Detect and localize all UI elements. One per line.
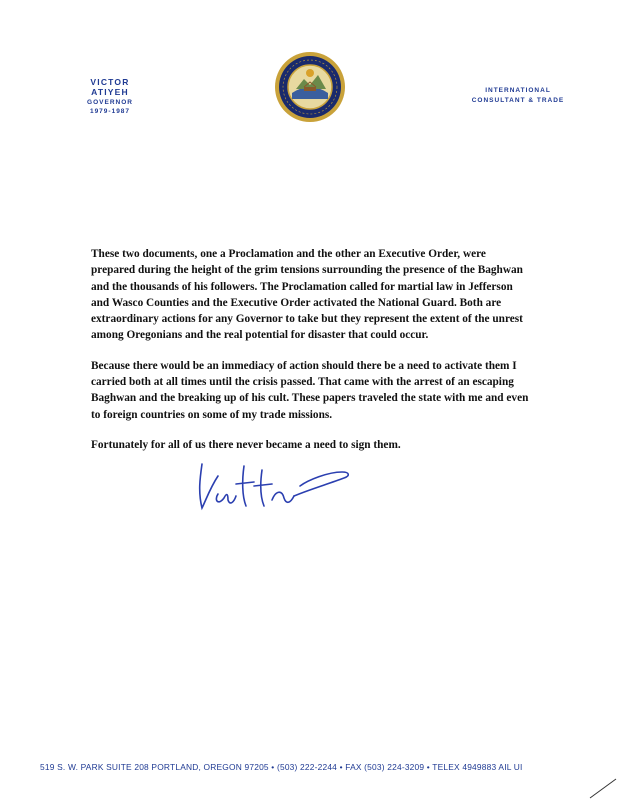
governor-name: VICTOR ATIYEH bbox=[90, 77, 130, 97]
consultant-line2: CONSULTANT & TRADE bbox=[471, 97, 565, 104]
consultant-line1: INTERNATIONAL bbox=[485, 87, 551, 94]
paragraph-2: Because there would be an immediacy of action should there be a need to activate them I carried both at all times until the crisis passed. That came with the arrest of an escaping Baghwan and the breaking up of his cult. These papers traveled the state with me and even to foreign countries on some of my trade missions. bbox=[91, 359, 529, 421]
governor-title: GOVERNOR bbox=[87, 99, 133, 106]
letterhead-left bbox=[70, 77, 150, 115]
governor-years: 1979-1987 bbox=[89, 108, 131, 115]
letterhead-right bbox=[458, 86, 578, 106]
footer-address: 519 S. W. PARK SUITE 208 PORTLAND, OREGON 97205 • (503) 222-2244 • FAX (503) 224-3209 • TELEX 4949883 AIL UI bbox=[40, 762, 523, 772]
paragraph-3: Fortunately for all of us there never became a need to sign them. bbox=[91, 438, 401, 451]
signature-icon bbox=[188, 450, 358, 520]
state-seal-icon bbox=[274, 51, 346, 123]
corner-pen-mark-icon bbox=[588, 773, 618, 800]
letter-body bbox=[91, 246, 531, 467]
paragraph-1: These two documents, one a Proclamation and the other an Executive Order, were prepared during the height of the grim tensions surrounding the presence of the Baghwan and the thousands of his followers. The Proclamation called for martial law in Jefferson and Wasco Counties and the Executive Order activated the National Guard. Both are extraordinary actions for any Governor to take but they represent the extent of the unrest among Oregonians and the real potential for disaster that could occur. bbox=[91, 248, 523, 342]
